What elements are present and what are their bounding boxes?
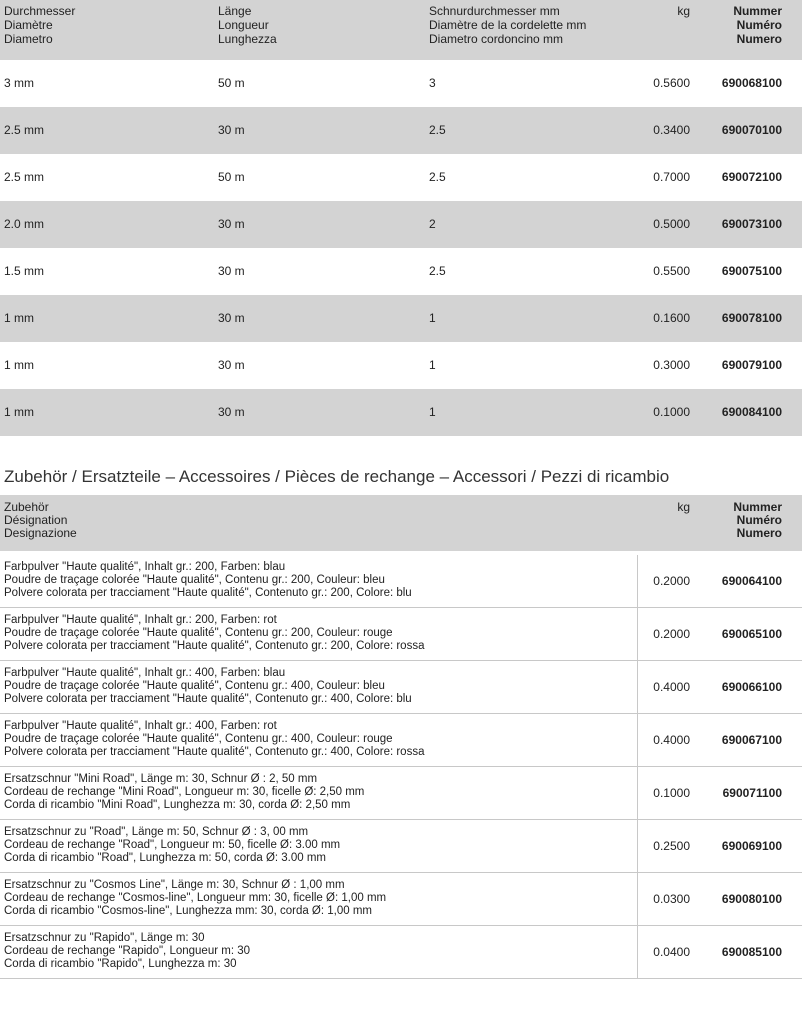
cell-length: 30 m	[218, 123, 245, 137]
cell-kg: 0.2000	[653, 627, 690, 641]
cell-kg: 0.1000	[653, 405, 690, 419]
item-description: Ersatzschnur zu "Road", Länge m: 50, Schnur Ø : 3, 00 mm Cordeau de rechange "Road", Longueur m: 50, ficelle Ø: 3.00 mm Corda di ricambio "Road", Lunghezza m: 50, corda Ø: 3.00 mm	[4, 826, 341, 864]
item-description: Farbpulver "Haute qualité", Inhalt gr.: 400, Farben: rot Poudre de traçage colorée "Haute qualité", Contenu gr.: 400, Couleur: rouge Polvere colorata per tracciament "Haute qualité", Contenuto gr.: 400, Colore: rossa	[4, 720, 425, 758]
cell-diameter: 1.5 mm	[4, 264, 45, 278]
cell-cord: 1	[429, 311, 436, 325]
cell-length: 30 m	[218, 358, 245, 372]
header-cord-diameter: Schnurdurchmesser mm Diamètre de la cordelette mm Diametro cordoncino mm	[429, 4, 587, 46]
header-kg: kg	[677, 500, 690, 514]
item-description: Farbpulver "Haute qualité", Inhalt gr.: 200, Farben: blau Poudre de traçage colorée "Haute qualité", Contenu gr.: 200, Couleur: bleu Polvere colorata per tracciament "Haute qualité", Contenuto gr.: 200, Colore: blu	[4, 561, 412, 599]
cell-diameter: 1 mm	[4, 311, 34, 325]
product-table	[0, 0, 802, 436]
table-row	[0, 926, 802, 979]
cell-cord: 2.5	[429, 170, 446, 184]
cell-cord: 3	[429, 76, 436, 90]
cell-diameter: 3 mm	[4, 76, 34, 90]
cell-kg: 0.7000	[653, 170, 690, 184]
cell-cord: 2	[429, 217, 436, 231]
cell-number: 690073100	[721, 217, 782, 231]
cell-cord: 1	[429, 405, 436, 419]
cell-diameter: 2.5 mm	[4, 170, 45, 184]
cell-number: 690078100	[721, 311, 782, 325]
cell-length: 30 m	[218, 264, 245, 278]
cell-number: 690080100	[721, 892, 782, 906]
cell-kg: 0.1000	[653, 786, 690, 800]
cell-diameter: 1 mm	[4, 405, 34, 419]
item-description: Ersatzschnur zu "Cosmos Line", Länge m: 30, Schnur Ø : 1,00 mm Cordeau de rechange "Cosmos-line", Longueur mm: 30, ficelle Ø: 1,00 mm Corda di ricambio "Cosmos-line", Lunghezza mm: 30, corda Ø: 1,00 mm	[4, 879, 387, 917]
cell-length: 30 m	[218, 217, 245, 231]
table-row	[0, 661, 802, 714]
cell-cord: 2.5	[429, 264, 446, 278]
table-row	[0, 873, 802, 926]
cell-length: 30 m	[218, 311, 245, 325]
accessories-table-header	[0, 495, 802, 551]
header-diameter: Durchmesser Diamètre Diametro	[4, 4, 76, 46]
header-designation: Zubehör Désignation Designazione	[4, 500, 77, 540]
cell-number: 690069100	[721, 839, 782, 853]
cell-diameter: 2.5 mm	[4, 123, 45, 137]
cell-kg: 0.4000	[653, 680, 690, 694]
cell-kg: 0.3400	[653, 123, 690, 137]
cell-kg: 0.3000	[653, 358, 690, 372]
cell-number: 690065100	[721, 627, 782, 641]
cell-kg: 0.5000	[653, 217, 690, 231]
cell-number: 690064100	[721, 574, 782, 588]
cell-diameter: 2.0 mm	[4, 217, 45, 231]
accessories-table	[0, 495, 802, 979]
cell-kg: 0.0400	[653, 945, 690, 959]
cell-length: 30 m	[218, 405, 245, 419]
cell-number: 690070100	[721, 123, 782, 137]
cell-number: 690066100	[721, 680, 782, 694]
table-row	[0, 342, 802, 389]
cell-number: 690068100	[721, 76, 782, 90]
table-row	[0, 767, 802, 820]
table-row	[0, 555, 802, 608]
item-description: Farbpulver "Haute qualité", Inhalt gr.: 200, Farben: rot Poudre de traçage colorée "Haute qualité", Contenu gr.: 200, Couleur: rouge Polvere colorata per tracciament "Haute qualité", Contenuto gr.: 200, Colore: rossa	[4, 614, 425, 652]
item-description: Ersatzschnur zu "Rapido", Länge m: 30 Cordeau de rechange "Rapido", Longueur m: 30 Corda di ricambio "Rapido", Lunghezza m: 30	[4, 932, 250, 970]
cell-kg: 0.1600	[653, 311, 690, 325]
item-description: Farbpulver "Haute qualité", Inhalt gr.: 400, Farben: blau Poudre de traçage colorée "Haute qualité", Contenu gr.: 400, Couleur: bleu Polvere colorata per tracciament "Haute qualité", Contenuto gr.: 400, Colore: blu	[4, 667, 412, 705]
cell-kg: 0.5600	[653, 76, 690, 90]
accessories-title: Zubehör / Ersatzteile – Accessoires / Pièces de rechange – Accessori / Pezzi di ricambio	[4, 467, 670, 486]
table-row	[0, 820, 802, 873]
cell-number: 690085100	[721, 945, 782, 959]
cell-cord: 2.5	[429, 123, 446, 137]
product-table-header	[0, 0, 802, 60]
cell-number: 690075100	[721, 264, 782, 278]
table-row	[0, 154, 802, 201]
cell-kg: 0.2000	[653, 574, 690, 588]
cell-number: 690079100	[721, 358, 782, 372]
table-row	[0, 248, 802, 295]
table-row	[0, 295, 802, 342]
header-number: Nummer Numéro Numero	[733, 4, 782, 46]
cell-kg: 0.4000	[653, 733, 690, 747]
table-row	[0, 389, 802, 436]
header-length: Länge Longueur Lunghezza	[218, 4, 277, 46]
header-number: Nummer Numéro Numero	[733, 500, 782, 540]
cell-number: 690071100	[722, 786, 782, 800]
table-row	[0, 201, 802, 248]
table-row	[0, 60, 802, 107]
table-row	[0, 714, 802, 767]
cell-diameter: 1 mm	[4, 358, 34, 372]
cell-kg: 0.2500	[653, 839, 690, 853]
cell-kg: 0.0300	[653, 892, 690, 906]
cell-number: 690072100	[721, 170, 782, 184]
cell-length: 50 m	[218, 76, 245, 90]
item-description: Ersatzschnur "Mini Road", Länge m: 30, Schnur Ø : 2, 50 mm Cordeau de rechange "Mini Road", Longueur m: 30, ficelle Ø: 2,50 mm Corda di ricambio "Mini Road", Lunghezza m: 30, corda Ø: 2,50 mm	[4, 773, 365, 811]
cell-length: 50 m	[218, 170, 245, 184]
cell-number: 690067100	[721, 733, 782, 747]
table-row	[0, 608, 802, 661]
header-kg: kg	[677, 4, 690, 18]
cell-kg: 0.5500	[653, 264, 690, 278]
cell-cord: 1	[429, 358, 436, 372]
cell-number: 690084100	[721, 405, 782, 419]
table-row	[0, 107, 802, 154]
